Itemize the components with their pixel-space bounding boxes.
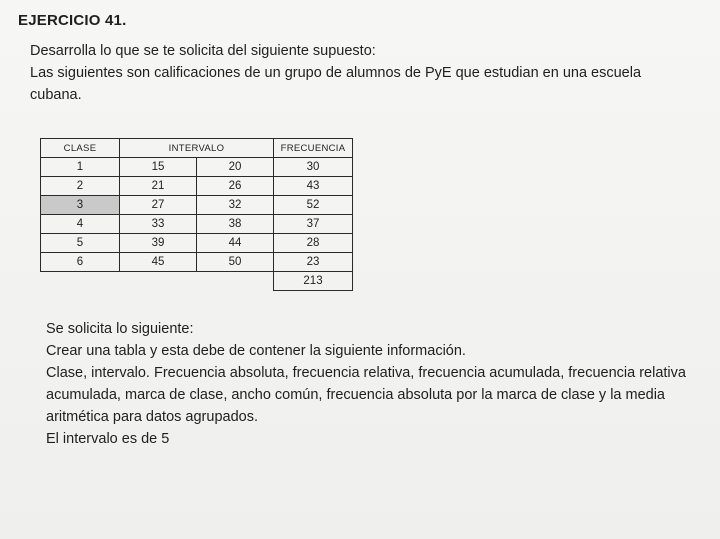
- cell-interval-low: 21: [120, 177, 197, 196]
- cell-clase: 1: [41, 158, 120, 177]
- requirements-heading: Se solicita lo siguiente:: [46, 321, 194, 337]
- cell-clase: 2: [41, 177, 120, 196]
- table-row: [41, 234, 353, 253]
- cell-interval-high: 32: [197, 196, 274, 215]
- table-row: [41, 215, 353, 234]
- table-row: [41, 177, 353, 196]
- cell-interval-low: 33: [120, 215, 197, 234]
- cell-frequency: 30: [274, 158, 353, 177]
- cell-interval-high: 50: [197, 253, 274, 272]
- intro-text: [30, 40, 690, 106]
- cell-clase: 5: [41, 234, 120, 253]
- requirements-list: Clase, intervalo. Frecuencia absoluta, frecuencia relativa, frecuencia acumulada, frecuencia relativa acumulada, marca de clase, ancho común, frecuencia absoluta por la marca de clase y la media aritmética para datos agrupados.: [46, 365, 686, 425]
- exercise-title: EJERCICIO 41.: [18, 12, 127, 29]
- cell-frequency: 28: [274, 234, 353, 253]
- requirements-text: [46, 318, 696, 450]
- table-header-row: [41, 139, 353, 158]
- table-row: [41, 253, 353, 272]
- cell-frequency: 23: [274, 253, 353, 272]
- cell-clase: 6: [41, 253, 120, 272]
- cell-frequency-total: 213: [274, 272, 353, 291]
- cell-interval-low: 45: [120, 253, 197, 272]
- cell-frequency: 37: [274, 215, 353, 234]
- cell-clase: 4: [41, 215, 120, 234]
- cell-clase: 3: [41, 196, 120, 215]
- cell-interval-low: 15: [120, 158, 197, 177]
- cell-interval-low: 39: [120, 234, 197, 253]
- cell-interval-high: 38: [197, 215, 274, 234]
- cell-interval-high: 44: [197, 234, 274, 253]
- intro-line-context: Las siguientes son calificaciones de un grupo de alumnos de PyE que estudian en una escuela cubana.: [30, 65, 642, 103]
- table-row: [41, 158, 353, 177]
- cell-interval-high: 20: [197, 158, 274, 177]
- table-row: [41, 196, 353, 215]
- header-clase: CLASE: [41, 139, 120, 158]
- intro-line-instruction: Desarrolla lo que se te solicita del siguiente supuesto:: [30, 43, 376, 59]
- cell-frequency: 43: [274, 177, 353, 196]
- cell-interval-high: 26: [197, 177, 274, 196]
- requirements-instruction: Crear una tabla y esta debe de contener la siguiente información.: [46, 343, 466, 359]
- header-intervalo: INTERVALO: [120, 139, 274, 158]
- header-frecuencia: FRECUENCIA: [274, 139, 353, 158]
- interval-note: El intervalo es de 5: [46, 431, 170, 447]
- table-total-row: [41, 272, 353, 291]
- frequency-table: [40, 138, 353, 291]
- cell-interval-low: 27: [120, 196, 197, 215]
- cell-frequency: 52: [274, 196, 353, 215]
